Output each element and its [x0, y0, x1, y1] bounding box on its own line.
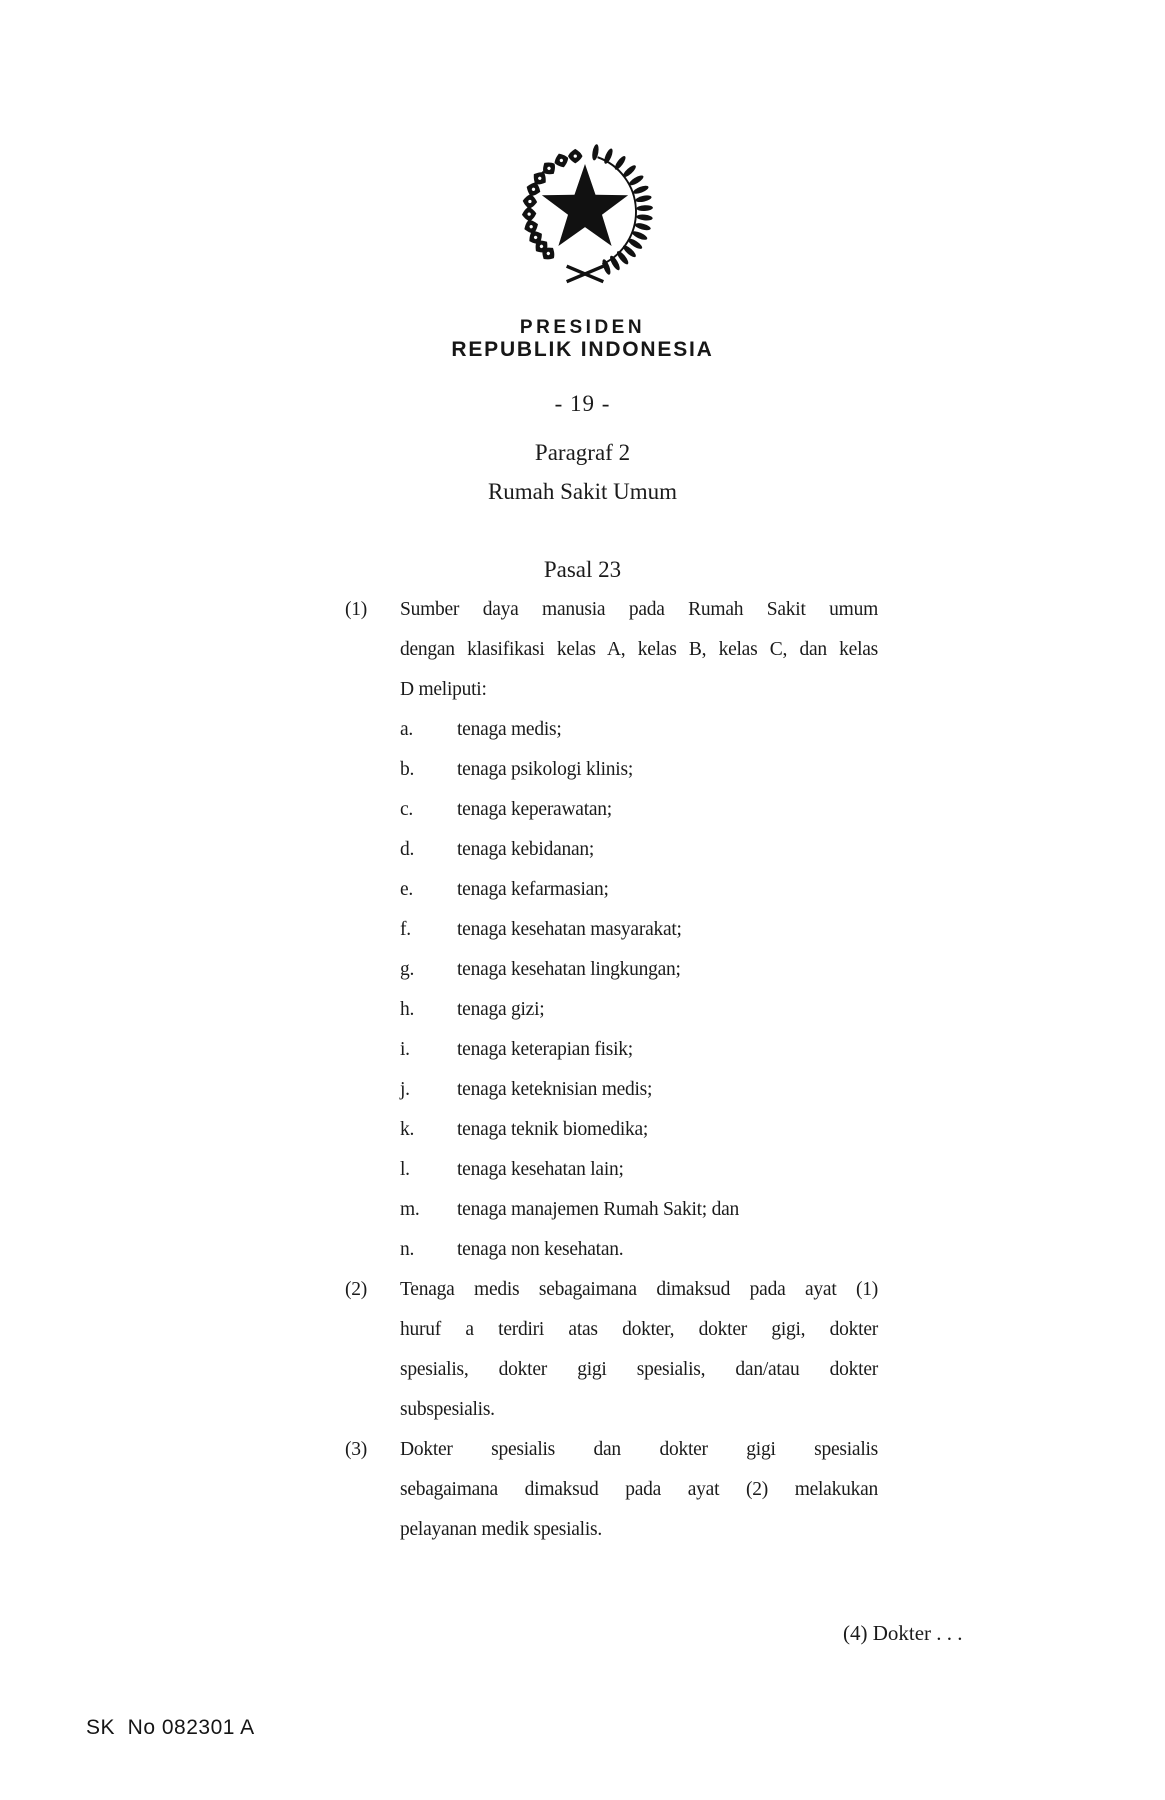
list-item-text: tenaga kefarmasian;	[457, 879, 609, 900]
list-item-letter: c.	[400, 799, 414, 820]
clause-list	[345, 590, 878, 1550]
clause-line: dengan klasifikasi kelas A, kelas B, kelas C, dan kelas	[400, 639, 878, 660]
list-item-letter: d.	[400, 839, 415, 860]
clause	[345, 590, 878, 710]
list-item-text: tenaga medis;	[457, 719, 562, 740]
clause-line: huruf a terdiri atas dokter, dokter gigi, dokter	[400, 1319, 878, 1340]
document-control-number: SK No 082301 A	[86, 1716, 255, 1739]
list-item	[400, 910, 878, 950]
list-item-letter: e.	[400, 879, 414, 900]
presidential-emblem	[503, 138, 667, 296]
section-paragraf-heading: Paragraf 2	[534, 440, 631, 465]
list-item-text: tenaga teknik biomedika;	[457, 1119, 649, 1140]
list-item	[400, 990, 878, 1030]
list-item-letter: n.	[400, 1239, 415, 1260]
list-item-text: tenaga kesehatan lain;	[457, 1159, 624, 1180]
clause-line: pelayanan medik spesialis.	[400, 1519, 602, 1540]
list-item	[400, 1150, 878, 1190]
clause-text	[400, 590, 878, 710]
star-icon	[542, 164, 628, 246]
list-item	[400, 1070, 878, 1110]
clause-number: (3)	[345, 1439, 367, 1460]
list-item	[400, 1230, 878, 1270]
list-item-letter: f.	[400, 919, 411, 940]
list-item-text: tenaga non kesehatan.	[457, 1239, 624, 1260]
list-item	[400, 870, 878, 910]
catchword-next-clause: (4) Dokter . . .	[843, 1621, 963, 1645]
clause-line: Tenaga medis sebagaimana dimaksud pada ayat (1)	[400, 1279, 878, 1300]
clause-number: (1)	[345, 599, 367, 620]
list-item-text: tenaga manajemen Rumah Sakit; dan	[457, 1199, 739, 1220]
clause-line: D meliputi:	[400, 679, 487, 700]
list-item-letter: h.	[400, 999, 415, 1020]
list-item-letter: g.	[400, 959, 415, 980]
list-item-text: tenaga keperawatan;	[457, 799, 612, 820]
list-item	[400, 710, 878, 750]
list-item-letter: j.	[400, 1079, 410, 1100]
clause-line: Dokter spesialis dan dokter gigi spesialis	[400, 1439, 878, 1460]
letterhead-republik-indonesia: REPUBLIK INDONESIA	[451, 338, 714, 361]
list-item-text: tenaga psikologi klinis;	[457, 759, 633, 780]
list-item-text: tenaga kesehatan lingkungan;	[457, 959, 681, 980]
article-heading: Pasal 23	[543, 557, 622, 582]
clause	[345, 1270, 878, 1430]
list-item-letter: b.	[400, 759, 415, 780]
clause-text	[400, 1430, 878, 1550]
clause-sublist	[400, 710, 878, 1270]
list-item	[400, 750, 878, 790]
clause-line: spesialis, dokter gigi spesialis, dan/atau dokter	[400, 1359, 878, 1380]
clause-line: sebagaimana dimaksud pada ayat (2) melakukan	[400, 1479, 878, 1500]
list-item-letter: i.	[400, 1039, 410, 1060]
list-item	[400, 1190, 878, 1230]
clause-number: (2)	[345, 1279, 367, 1300]
letterhead-presiden: PRESIDEN	[519, 317, 646, 338]
list-item	[400, 790, 878, 830]
list-item	[400, 950, 878, 990]
list-item-letter: l.	[400, 1159, 410, 1180]
list-item	[400, 1110, 878, 1150]
list-item	[400, 830, 878, 870]
list-item-text: tenaga gizi;	[457, 999, 545, 1020]
clause-line: Sumber daya manusia pada Rumah Sakit umum	[400, 599, 878, 620]
list-item	[400, 1030, 878, 1070]
section-title: Rumah Sakit Umum	[487, 479, 678, 504]
page-number: - 19 -	[554, 391, 611, 416]
clause	[345, 1430, 878, 1550]
list-item-text: tenaga kebidanan;	[457, 839, 595, 860]
list-item-letter: k.	[400, 1119, 415, 1140]
clause-text	[400, 1270, 878, 1430]
clause-line: subspesialis.	[400, 1399, 495, 1420]
list-item-text: tenaga kesehatan masyarakat;	[457, 919, 682, 940]
list-item-letter: a.	[400, 719, 414, 740]
list-item-letter: m.	[400, 1199, 420, 1220]
list-item-text: tenaga keterapian fisik;	[457, 1039, 633, 1060]
list-item-text: tenaga keteknisian medis;	[457, 1079, 653, 1100]
